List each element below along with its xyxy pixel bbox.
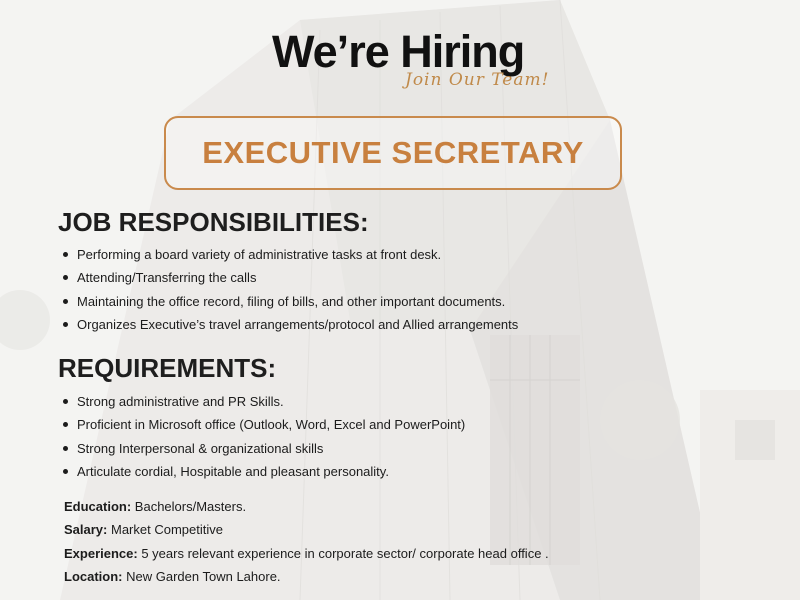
bullet-icon bbox=[63, 446, 68, 451]
list-item bbox=[60, 390, 465, 413]
list-item bbox=[60, 290, 518, 313]
list-item bbox=[60, 437, 465, 460]
location-label: Location: bbox=[64, 568, 123, 584]
bullet-icon bbox=[63, 322, 68, 327]
location-value: New Garden Town Lahore. bbox=[126, 568, 281, 584]
job-title: EXECUTIVE SECRETARY bbox=[202, 135, 584, 170]
job-title-box bbox=[164, 116, 622, 190]
responsibilities-list bbox=[60, 243, 518, 336]
responsibility-text: Maintaining the office record, filing of bills, and other important documents. bbox=[77, 293, 506, 309]
list-item bbox=[60, 460, 465, 483]
responsibilities-heading: JOB RESPONSIBILITIES: bbox=[58, 207, 369, 237]
experience-row bbox=[64, 542, 549, 565]
location-row bbox=[64, 565, 549, 588]
list-item bbox=[60, 413, 465, 436]
bullet-icon bbox=[63, 399, 68, 404]
bullet-icon bbox=[63, 275, 68, 280]
salary-row bbox=[64, 518, 549, 541]
join-team-tagline: Join Our Team! bbox=[405, 70, 550, 90]
requirement-text: Strong administrative and PR Skills. bbox=[77, 394, 284, 409]
experience-label: Experience: bbox=[64, 545, 138, 561]
salary-value: Market Competitive bbox=[111, 522, 223, 538]
education-label: Education: bbox=[64, 499, 132, 514]
responsibility-text: Attending/Transferring the calls bbox=[77, 270, 257, 286]
requirement-text: Strong Interpersonal & organizational skills bbox=[77, 440, 324, 456]
list-item bbox=[60, 266, 518, 289]
bullet-icon bbox=[63, 252, 68, 257]
requirements-heading: REQUIREMENTS: bbox=[58, 353, 277, 383]
hiring-headline: We’re Hiring bbox=[272, 26, 525, 77]
list-item bbox=[60, 243, 518, 266]
list-item bbox=[60, 313, 518, 336]
requirement-text: Proficient in Microsoft office (Outlook, Word, Excel and PowerPoint) bbox=[77, 417, 466, 433]
education-row bbox=[64, 495, 549, 518]
responsibility-text: Organizes Executive’s travel arrangements/protocol and Allied arrangements bbox=[77, 316, 519, 332]
bullet-icon bbox=[63, 299, 68, 304]
bullet-icon bbox=[63, 469, 68, 474]
bullet-icon bbox=[63, 422, 68, 427]
experience-value: 5 years relevant experience in corporate sector/ corporate head office . bbox=[141, 545, 549, 561]
requirement-text: Articulate cordial, Hospitable and pleasant personality. bbox=[77, 463, 389, 479]
salary-label: Salary: bbox=[64, 522, 108, 538]
responsibility-text: Performing a board variety of administrative tasks at front desk. bbox=[77, 247, 442, 262]
requirements-list bbox=[60, 390, 465, 483]
education-value: Bachelors/Masters. bbox=[134, 499, 247, 514]
job-details bbox=[64, 495, 549, 588]
